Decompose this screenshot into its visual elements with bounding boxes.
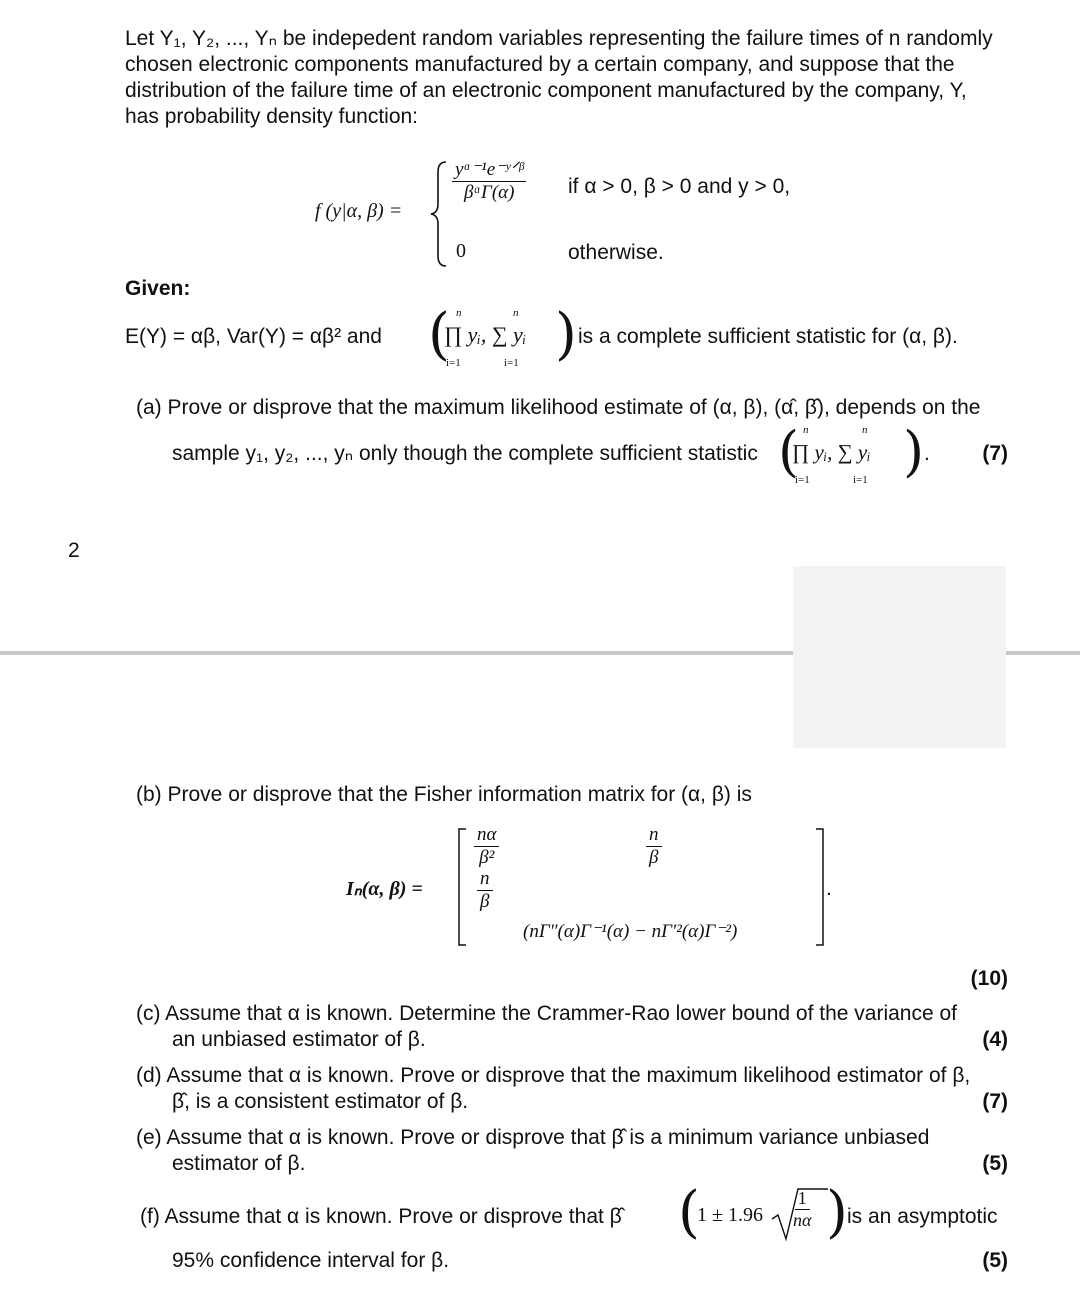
given-heading: Given:: [125, 277, 191, 300]
stat-upper-1: n: [456, 307, 462, 319]
m12-denominator: β: [649, 847, 659, 868]
intro-line-4: has probability density function:: [125, 105, 419, 128]
part-c-line-2: an unbiased estimator of β.: [172, 1028, 426, 1051]
period: .: [924, 442, 930, 465]
part-a-line-1: (a) Prove or disprove that the maximum likelihood estimate of (α, β), (α̂, β̂), depends on the: [136, 396, 981, 419]
sqrt-fraction: [790, 1188, 814, 1231]
given-moments: E(Y) = αβ, Var(Y) = αβ² and: [125, 325, 382, 348]
part-d-line-2: β̂, is a consistent estimator of β.: [172, 1090, 469, 1113]
right-paren-icon: ): [555, 302, 577, 367]
stat-lower-1: i=1: [446, 357, 461, 369]
part-b-line-1: (b) Prove or disprove that the Fisher information matrix for (α, β) is: [136, 783, 752, 806]
stat-lower-1: i=1: [795, 474, 810, 486]
intro-line-2: chosen electronic components manufactured by a certain company, and suppose that the: [125, 53, 955, 76]
page-divider: [1006, 651, 1080, 655]
part-c-line-1: (c) Assume that α is known. Determine the Crammer-Rao lower bound of the variance of: [136, 1002, 957, 1025]
m12-numerator: n: [646, 824, 662, 847]
ci-expression: 1 ± 1.96: [697, 1204, 763, 1226]
stat-upper-2: n: [513, 307, 519, 319]
left-paren-icon: (: [778, 420, 800, 483]
stat-lower-2: i=1: [504, 357, 519, 369]
part-e-line-2: estimator of β.: [172, 1152, 306, 1175]
given-suffix: is a complete sufficient statistic for (α, β).: [578, 325, 958, 348]
part-f-line-2: 95% confidence interval for β.: [172, 1249, 450, 1272]
pdf-fraction: [452, 158, 526, 204]
part-e-marks: (5): [982, 1152, 1008, 1175]
blank-panel: [793, 566, 1006, 748]
pdf-zero: 0: [456, 240, 466, 262]
matrix-entry-12: [646, 824, 662, 869]
part-b-marks: (10): [970, 967, 1008, 990]
sqrt-numerator: 1: [795, 1188, 810, 1210]
pdf-lhs: f (y|α, β) =: [315, 200, 403, 222]
matrix-entry-22: (nΓ″(α)Γ⁻¹(α) − nΓ′²(α)Γ⁻²): [523, 921, 738, 942]
statistic-body: ∏ yᵢ, ∑ yᵢ: [444, 322, 527, 347]
matrix-entry-11: [474, 824, 499, 869]
part-d-marks: (7): [982, 1090, 1008, 1113]
part-f-line-1: (f) Assume that α is known. Prove or disprove that β̂: [140, 1205, 622, 1228]
pdf-numerator: yᵅ⁻¹e⁻ʸᐟᵝ: [452, 158, 526, 182]
stat-upper-2: n: [862, 424, 868, 436]
statistic-body: ∏ yᵢ, ∑ yᵢ: [792, 440, 871, 464]
matrix-entry-21: [477, 868, 493, 913]
period: .: [826, 877, 832, 900]
m21-numerator: n: [477, 868, 493, 891]
part-c-marks: (4): [982, 1028, 1008, 1051]
fisher-lhs: Iₙ(α, β) =: [346, 878, 423, 900]
sqrt-denominator: nα: [793, 1210, 812, 1230]
part-a-line-2: sample y₁, y₂, ..., yₙ only though the complete sufficient statistic: [172, 442, 758, 465]
page-number: 2: [68, 539, 80, 562]
m11-numerator: nα: [474, 824, 499, 847]
intro-line-1: Let Y₁, Y₂, ..., Yₙ be indepedent random variables representing the failure times of n randomly: [125, 27, 993, 50]
right-paren-icon: ): [903, 420, 925, 483]
part-f-line-1-end: is an asymptotic: [847, 1205, 998, 1228]
right-paren-icon: ): [826, 1180, 848, 1245]
left-paren-icon: (: [428, 302, 450, 367]
part-e-line-1: (e) Assume that α is known. Prove or disprove that β̂ is a minimum variance unbiased: [136, 1126, 930, 1149]
intro-paragraph: [125, 26, 1010, 130]
m11-denominator: β²: [479, 847, 495, 868]
part-d-line-1: (d) Assume that α is known. Prove or disprove that the maximum likelihood estimator of β,: [136, 1064, 971, 1087]
page-divider: [0, 651, 793, 655]
left-paren-icon: (: [678, 1180, 700, 1245]
stat-lower-2: i=1: [853, 474, 868, 486]
part-a-marks: (7): [982, 442, 1008, 465]
pdf-case-1: if α > 0, β > 0 and y > 0,: [568, 175, 791, 198]
m21-denominator: β: [480, 891, 490, 912]
left-brace-icon: [428, 160, 450, 268]
pdf-case-2: otherwise.: [568, 241, 664, 264]
intro-line-3: distribution of the failure time of an electronic component manufactured by the company, Y,: [125, 79, 967, 102]
pdf-denominator: βᵅΓ(α): [464, 182, 515, 203]
stat-upper-1: n: [803, 424, 809, 436]
part-f-marks: (5): [982, 1249, 1008, 1272]
